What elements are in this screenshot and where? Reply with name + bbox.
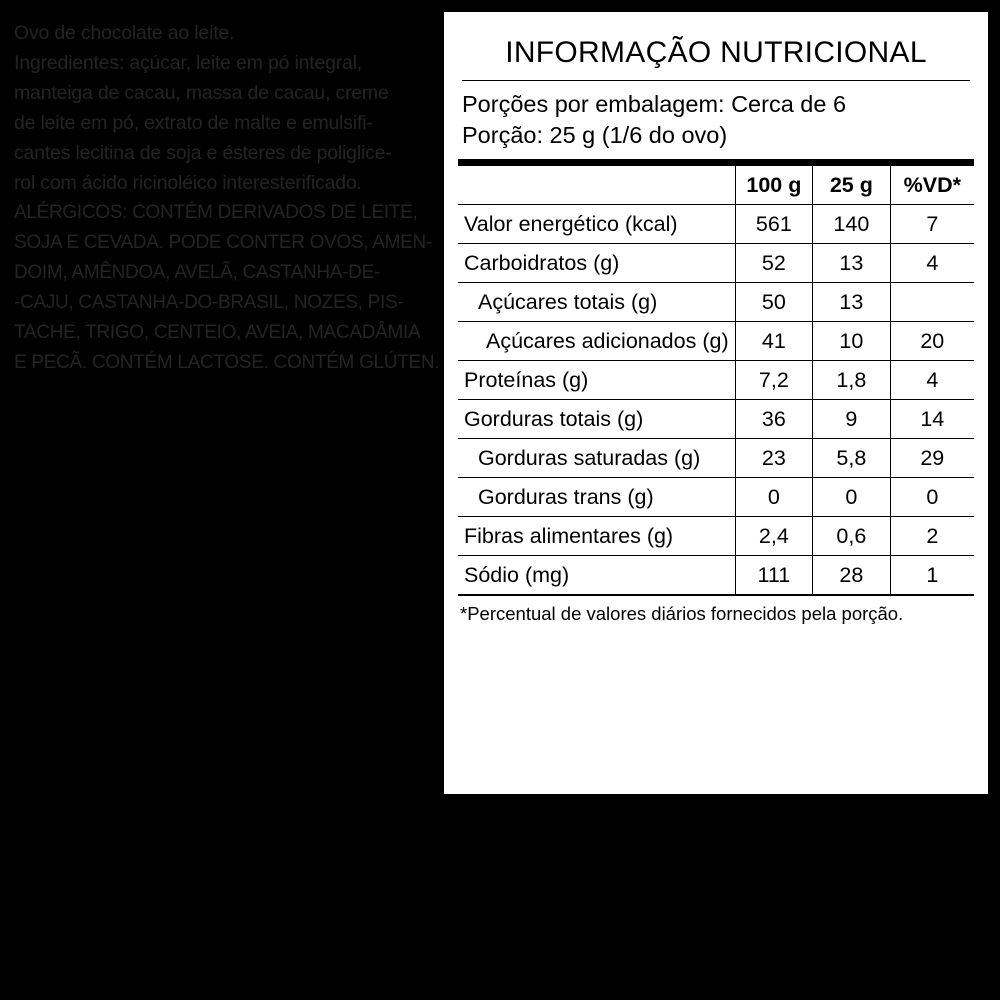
column-header-100g: 100 g bbox=[735, 166, 813, 205]
allergen-line: DOIM, AMÊNDOA, AVELÃ, CASTANHA-DE- bbox=[14, 262, 380, 283]
row-value-portion: 13 bbox=[813, 244, 891, 283]
table-row bbox=[458, 361, 974, 400]
row-value-100g: 52 bbox=[735, 244, 813, 283]
table-row bbox=[458, 322, 974, 361]
row-label: Proteínas (g) bbox=[458, 361, 735, 400]
row-value-100g: 2,4 bbox=[735, 517, 813, 556]
header-divider bbox=[458, 159, 974, 166]
row-value-vd: 4 bbox=[890, 361, 974, 400]
row-value-portion: 28 bbox=[813, 556, 891, 596]
table-row bbox=[458, 517, 974, 556]
serving-size: Porção: 25 g (1/6 do ovo) bbox=[462, 122, 728, 148]
row-label: Gorduras trans (g) bbox=[458, 478, 735, 517]
row-value-vd: 2 bbox=[890, 517, 974, 556]
allergen-line: TACHE, TRIGO, CENTEIO, AVEIA, MACADÂMIA bbox=[14, 322, 421, 343]
row-value-100g: 7,2 bbox=[735, 361, 813, 400]
row-label: Sódio (mg) bbox=[458, 556, 735, 596]
ingredients-line: manteiga de cacau, massa de cacau, creme bbox=[14, 82, 389, 104]
row-value-100g: 50 bbox=[735, 283, 813, 322]
ingredients-line: Ingredientes: açúcar, leite em pó integral, bbox=[14, 52, 363, 74]
column-header-vd: %VD* bbox=[890, 166, 974, 205]
column-header-portion: 25 g bbox=[813, 166, 891, 205]
nutrition-table bbox=[458, 166, 974, 596]
row-label: Valor energético (kcal) bbox=[458, 205, 735, 244]
nutrition-footnote: *Percentual de valores diários fornecidos pela porção. bbox=[460, 603, 904, 624]
nutrition-title: INFORMAÇÃO NUTRICIONAL bbox=[505, 36, 927, 69]
row-value-vd: 7 bbox=[890, 205, 974, 244]
row-value-vd: 14 bbox=[890, 400, 974, 439]
ingredients-line: Ovo de chocolate ao leite. bbox=[14, 22, 235, 44]
row-label: Gorduras saturadas (g) bbox=[458, 439, 735, 478]
row-value-100g: 111 bbox=[735, 556, 813, 596]
servings-per-package: Porções por embalagem: Cerca de 6 bbox=[462, 91, 847, 117]
table-row bbox=[458, 556, 974, 596]
allergen-line: -CAJU, CASTANHA-DO-BRASIL, NOZES, PIS- bbox=[14, 292, 404, 313]
row-value-portion: 9 bbox=[813, 400, 891, 439]
row-label: Fibras alimentares (g) bbox=[458, 517, 735, 556]
table-header-row bbox=[458, 166, 974, 205]
row-value-100g: 41 bbox=[735, 322, 813, 361]
row-label: Açúcares adicionados (g) bbox=[458, 322, 735, 361]
row-value-vd: 4 bbox=[890, 244, 974, 283]
table-row bbox=[458, 283, 974, 322]
row-value-100g: 561 bbox=[735, 205, 813, 244]
ingredients-line: cantes lecitina de soja e ésteres de poliglice- bbox=[14, 142, 392, 164]
row-value-vd bbox=[890, 283, 974, 322]
row-value-portion: 140 bbox=[813, 205, 891, 244]
allergen-line: ALÉRGICOS: CONTÉM DERIVADOS DE LEITE, bbox=[14, 202, 418, 223]
row-value-100g: 23 bbox=[735, 439, 813, 478]
row-value-portion: 0,6 bbox=[813, 517, 891, 556]
row-value-portion: 1,8 bbox=[813, 361, 891, 400]
ingredients-line: de leite em pó, extrato de malte e emulsifi- bbox=[14, 112, 373, 134]
table-row bbox=[458, 205, 974, 244]
table-row bbox=[458, 244, 974, 283]
ingredients-line: rol com ácido ricinoléico interesterificado. bbox=[14, 172, 362, 194]
row-value-vd: 20 bbox=[890, 322, 974, 361]
row-label: Gorduras totais (g) bbox=[458, 400, 735, 439]
table-row bbox=[458, 478, 974, 517]
row-value-portion: 13 bbox=[813, 283, 891, 322]
row-value-vd: 29 bbox=[890, 439, 974, 478]
allergen-line: SOJA E CEVADA. PODE CONTER OVOS, AMEN- bbox=[14, 232, 432, 253]
column-header-nutrient bbox=[458, 166, 735, 205]
row-value-100g: 36 bbox=[735, 400, 813, 439]
allergen-line: E PECÃ. CONTÉM LACTOSE. CONTÉM GLÚTEN. bbox=[14, 352, 440, 373]
row-label: Carboidratos (g) bbox=[458, 244, 735, 283]
table-row bbox=[458, 439, 974, 478]
row-value-portion: 10 bbox=[813, 322, 891, 361]
table-row bbox=[458, 400, 974, 439]
row-value-portion: 0 bbox=[813, 478, 891, 517]
title-divider bbox=[462, 80, 970, 81]
row-label: Açúcares totais (g) bbox=[458, 283, 735, 322]
row-value-100g: 0 bbox=[735, 478, 813, 517]
row-value-vd: 0 bbox=[890, 478, 974, 517]
row-value-portion: 5,8 bbox=[813, 439, 891, 478]
ingredients-panel bbox=[0, 0, 440, 1000]
row-value-vd: 1 bbox=[890, 556, 974, 596]
nutrition-facts-panel bbox=[440, 8, 992, 798]
